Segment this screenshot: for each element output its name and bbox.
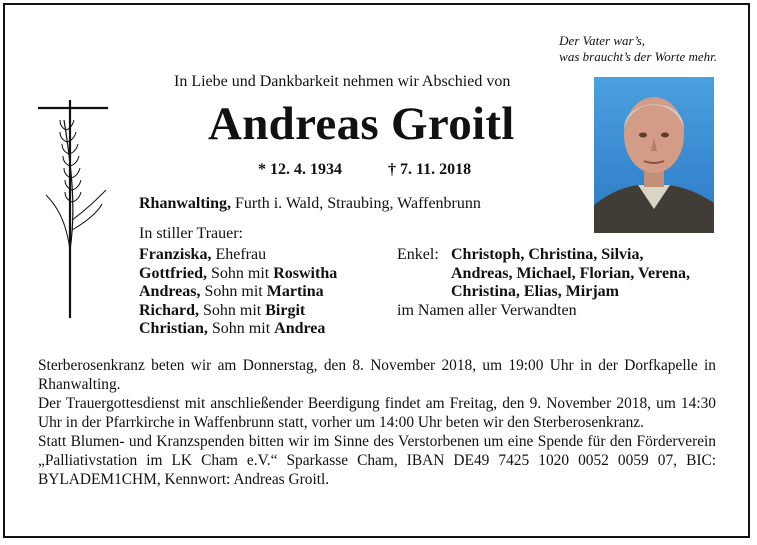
death-date: † 7. 11. 2018: [388, 161, 472, 178]
grandchildren-label: Enkel:: [397, 246, 439, 263]
mourner-name: Richard,: [139, 301, 199, 319]
grandchildren-names: Andreas, Michael, Florian, Verena,: [451, 264, 690, 282]
closing-line: im Namen aller Verwandten: [397, 301, 577, 319]
motto-line-2: was braucht’s der Worte mehr.: [559, 49, 717, 64]
mourner-row: [139, 302, 337, 321]
mourner-name: Andreas,: [139, 283, 201, 300]
mourner-name: Franziska,: [139, 246, 212, 263]
mourner-partner: Andrea: [274, 320, 326, 337]
mourners-heading: In stiller Trauer:: [139, 225, 243, 242]
intro-line: In Liebe und Dankbarkeit nehmen wir Abschied von: [174, 73, 511, 90]
motto: [559, 33, 717, 65]
mourners-list: [139, 246, 337, 339]
donation-paragraph: Statt Blumen- und Kranzspenden bitten wir im Sinne des Verstorbenen um eine Spende für den Förderverein „Palliativstation im LK Cham e.V.“ Sparkasse Cham, IBAN DE49 7425 1020 0052 0059 07, BIC: BYLADEM1CHM, Kennwort: Andreas Groitl.: [38, 433, 716, 488]
life-dates: [258, 161, 471, 179]
grandchildren-row: [397, 246, 690, 265]
places-line: [139, 195, 481, 213]
mourner-partner: Roswitha: [273, 264, 338, 282]
mourner-row: [139, 320, 337, 339]
motto-line-1: Der Vater war’s,: [559, 33, 646, 48]
mourner-relation: Ehefrau: [211, 246, 267, 263]
cross-with-wheat-icon: [36, 100, 112, 318]
birth-date: * 12. 4. 1934: [258, 161, 342, 178]
grandchildren-row: [397, 265, 690, 284]
grandchildren-row: [397, 283, 690, 302]
mourner-name: Gottfried,: [139, 264, 207, 282]
mourner-name: Christian,: [139, 320, 208, 337]
place-primary: Rhanwalting,: [139, 195, 232, 212]
place-rest: Furth i. Wald, Straubing, Waffenbrunn: [231, 195, 481, 212]
mourner-row: [139, 283, 337, 302]
funeral-paragraph: Der Trauergottesdienst mit anschließender Beerdigung findet am Freitag, den 9. November 2018, um 14:30 Uhr in der Pfarrkirche in Waffenbrunn statt, vorher um 14:00 Uhr beten wir den Sterberosenkranz.: [38, 395, 716, 431]
mourner-partner: Martina: [266, 283, 324, 300]
rosary-paragraph: Sterberosenkranz beten wir am Donnerstag, den 8. November 2018, um 19:00 Uhr in der Dorfkapelle in Rhanwalting.: [38, 357, 716, 393]
grandchildren-block: [397, 246, 690, 320]
mourner-relation: Sohn mit: [200, 283, 267, 300]
mourner-relation: Sohn mit: [207, 320, 275, 337]
grandchildren-names: Christoph, Christina, Silvia,: [451, 246, 644, 263]
mourner-partner: Birgit: [265, 301, 306, 319]
deceased-name: Andreas Groitl: [208, 98, 515, 150]
service-details: [38, 356, 716, 489]
portrait-photo: [594, 77, 714, 233]
grandchildren-names: Christina, Elias, Mirjam: [451, 283, 619, 300]
mourner-row: [139, 265, 337, 284]
mourner-relation: Sohn mit: [199, 301, 266, 319]
mourner-relation: Sohn mit: [206, 264, 274, 282]
mourner-row: [139, 246, 337, 265]
